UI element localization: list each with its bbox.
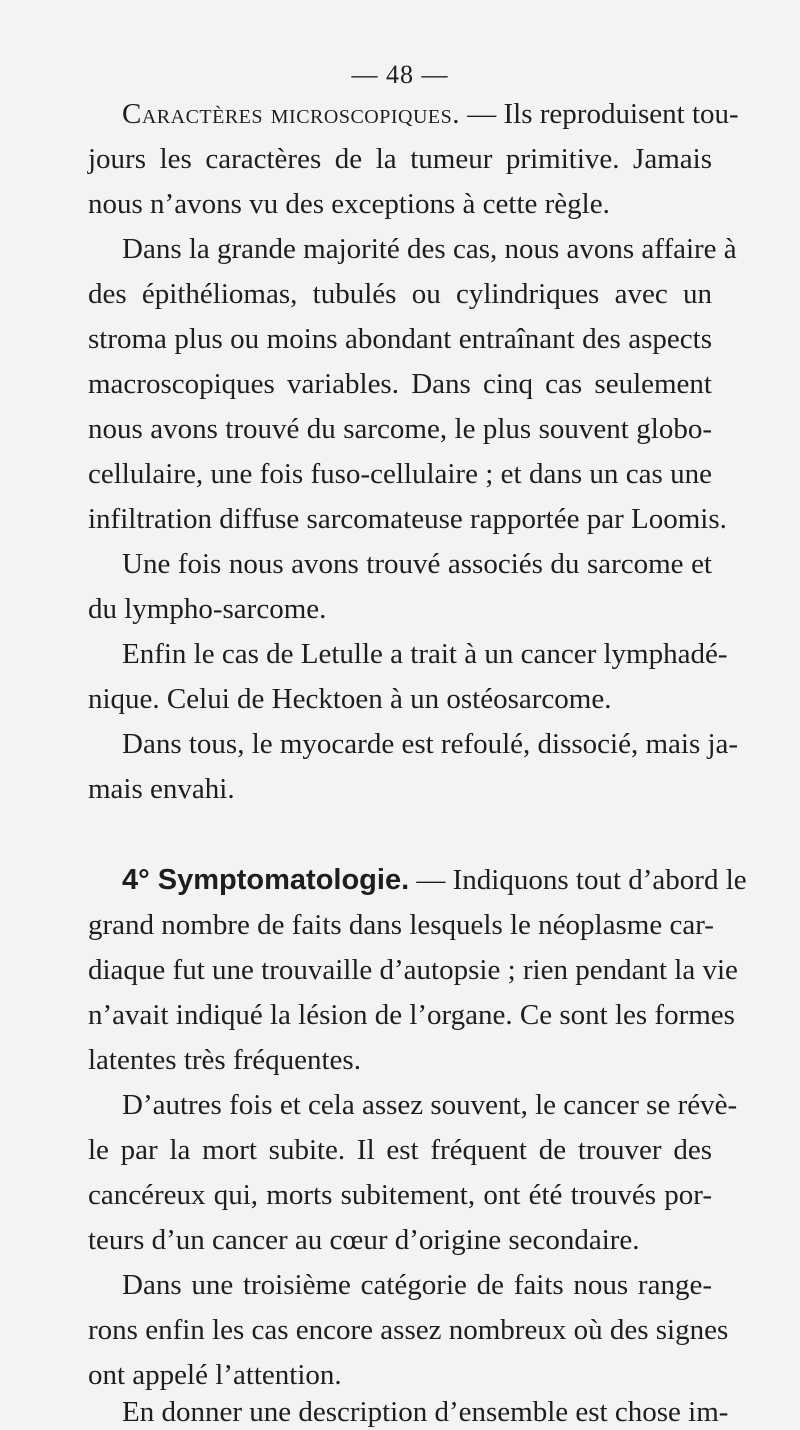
text-line: des épithéliomas, tubulés ou cylindriques avec un [88, 278, 712, 310]
text-line: teurs d’un cancer au cœur d’origine secondaire. [88, 1224, 640, 1256]
text-line: Une fois nous avons trouvé associés du sarcome et [122, 548, 712, 580]
text-line: Dans la grande majorité des cas, nous avons affaire à [122, 233, 737, 265]
text-line: mais envahi. [88, 773, 235, 805]
line-text: — Indiquons tout d’abord le [409, 864, 747, 896]
text-line: latentes très fréquentes. [88, 1044, 361, 1076]
text-line: ont appelé l’attention. [88, 1359, 342, 1391]
section-heading: Caractères microscopiques. [122, 98, 461, 130]
line-text: — Ils reproduisent tou- [460, 98, 739, 130]
text-line: cancéreux qui, morts subitement, ont été trouvés por- [88, 1179, 712, 1211]
text-line: Dans une troisième catégorie de faits nous range- [122, 1269, 712, 1301]
section-title: 4° Symptomatologie. [122, 864, 410, 896]
text-line: nique. Celui de Hecktoen à un ostéosarcome. [88, 683, 612, 715]
text-line: jours les caractères de la tumeur primitive. Jamais [88, 143, 712, 175]
text-line: nous n’avons vu des exceptions à cette règle. [88, 188, 610, 220]
text-line: infiltration diffuse sarcomateuse rapportée par Loomis. [88, 503, 727, 535]
text-line: n’avait indiqué la lésion de l’organe. Ce sont les formes [88, 999, 735, 1031]
page-number: — 48 — [351, 60, 449, 89]
text-line: grand nombre de faits dans lesquels le néoplasme car- [88, 909, 714, 941]
text-line: diaque fut une trouvaille d’autopsie ; rien pendant la vie [88, 954, 738, 986]
text-line: stroma plus ou moins abondant entraînant des aspects [88, 323, 712, 355]
text-line [122, 96, 739, 132]
text-line: Enfin le cas de Letulle a trait à un cancer lymphadé- [122, 638, 728, 670]
text-line: Dans tous, le myocarde est refoulé, dissocié, mais ja- [122, 728, 739, 760]
text-line: nous avons trouvé du sarcome, le plus souvent globo- [88, 413, 712, 445]
text-line: du lympho-sarcome. [88, 593, 327, 625]
text-line [122, 862, 747, 898]
text-line: En donner une description d’ensemble est chose im- [122, 1396, 729, 1428]
text-line: macroscopiques variables. Dans cinq cas seulement [88, 368, 712, 400]
text-line: le par la mort subite. Il est fréquent de trouver des [88, 1134, 712, 1166]
text-line: D’autres fois et cela assez souvent, le cancer se révè- [122, 1089, 738, 1121]
text-line: cellulaire, une fois fuso-cellulaire ; et dans un cas une [88, 458, 712, 490]
text-line: rons enfin les cas encore assez nombreux où des signes [88, 1314, 729, 1346]
